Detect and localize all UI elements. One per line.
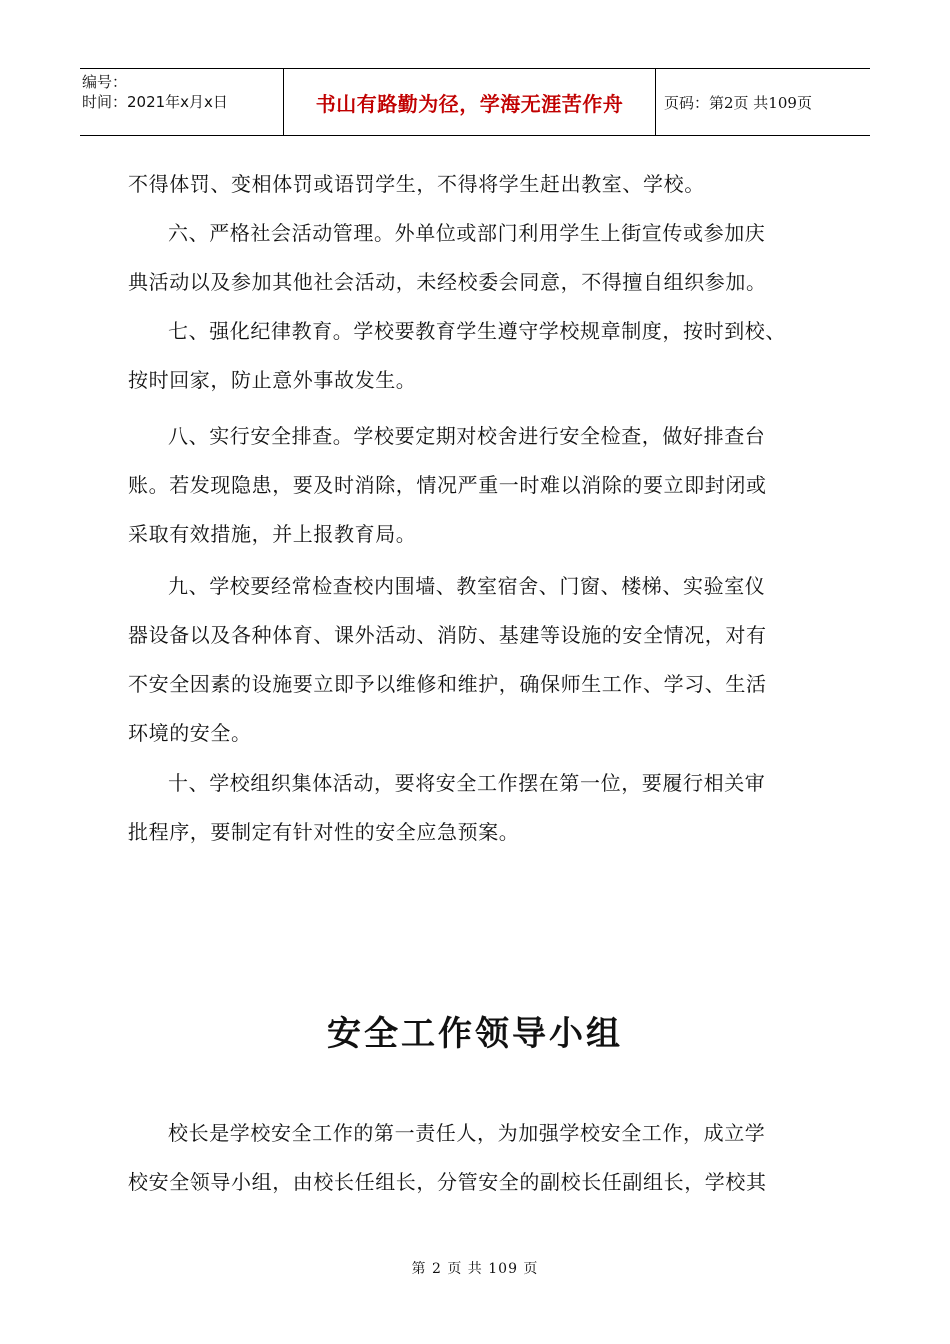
header-page-info: 页码：第2页 共109页 <box>664 93 812 112</box>
body-line: 六、严格社会活动管理。外单位或部门利用学生上街宣传或参加庆 <box>168 221 766 245</box>
body-line: 八、实行安全排查。学校要定期对校舍进行安全检查，做好排查台 <box>168 424 766 448</box>
body-line: 器设备以及各种体育、课外活动、消防、基建等设施的安全情况，对有 <box>128 623 767 647</box>
body-line: 按时回家，防止意外事故发生。 <box>128 368 417 392</box>
body-line: 采取有效措施，并上报教育局。 <box>128 522 417 546</box>
body-line: 十、学校组织集体活动，要将安全工作摆在第一位，要履行相关审 <box>168 771 766 795</box>
paragraph-item-6 <box>128 209 838 307</box>
paragraph-leadership <box>128 1109 838 1207</box>
page-footer: 第 2 页 共 109 页 <box>411 1261 539 1277</box>
section-title: 安全工作领导小组 <box>327 1014 623 1054</box>
paragraph-continuation <box>128 160 838 209</box>
body-line: 不得体罚、变相体罚或语罚学生，不得将学生赶出教室、学校。 <box>128 172 705 196</box>
body-line: 批程序，要制定有针对性的安全应急预案。 <box>128 820 520 844</box>
body-line: 不安全因素的设施要立即予以维修和维护，确保师生工作、学习、生活 <box>128 672 767 696</box>
page-header <box>80 68 870 136</box>
paragraph-item-7 <box>128 307 838 405</box>
paragraph-item-9 <box>128 562 838 758</box>
document-date: 时间：2021年x月x日 <box>82 93 228 111</box>
body-line: 校长是学校安全工作的第一责任人，为加强学校安全工作，成立学 <box>168 1121 766 1145</box>
header-meta <box>80 69 283 135</box>
body-line: 典活动以及参加其他社会活动，未经校委会同意，不得擅自组织参加。 <box>128 270 767 294</box>
body-line: 九、学校要经常检查校内围墙、教室宿舍、门窗、楼梯、实验室仪 <box>168 574 766 598</box>
document-number-label: 编号： <box>82 73 128 91</box>
body-line: 环境的安全。 <box>128 721 252 745</box>
header-motto: 书山有路勤为径，学海无涯苦作舟 <box>283 69 656 135</box>
body-line: 校安全领导小组，由校长任组长，分管安全的副校长任副组长，学校其 <box>128 1170 767 1194</box>
paragraph-item-10 <box>128 759 838 857</box>
body-line: 账。若发现隐患，要及时消除，情况严重一时难以消除的要立即封闭或 <box>128 473 767 497</box>
body-line: 七、强化纪律教育。学校要教育学生遵守学校规章制度，按时到校、 <box>168 319 786 343</box>
paragraph-item-8 <box>128 412 838 559</box>
